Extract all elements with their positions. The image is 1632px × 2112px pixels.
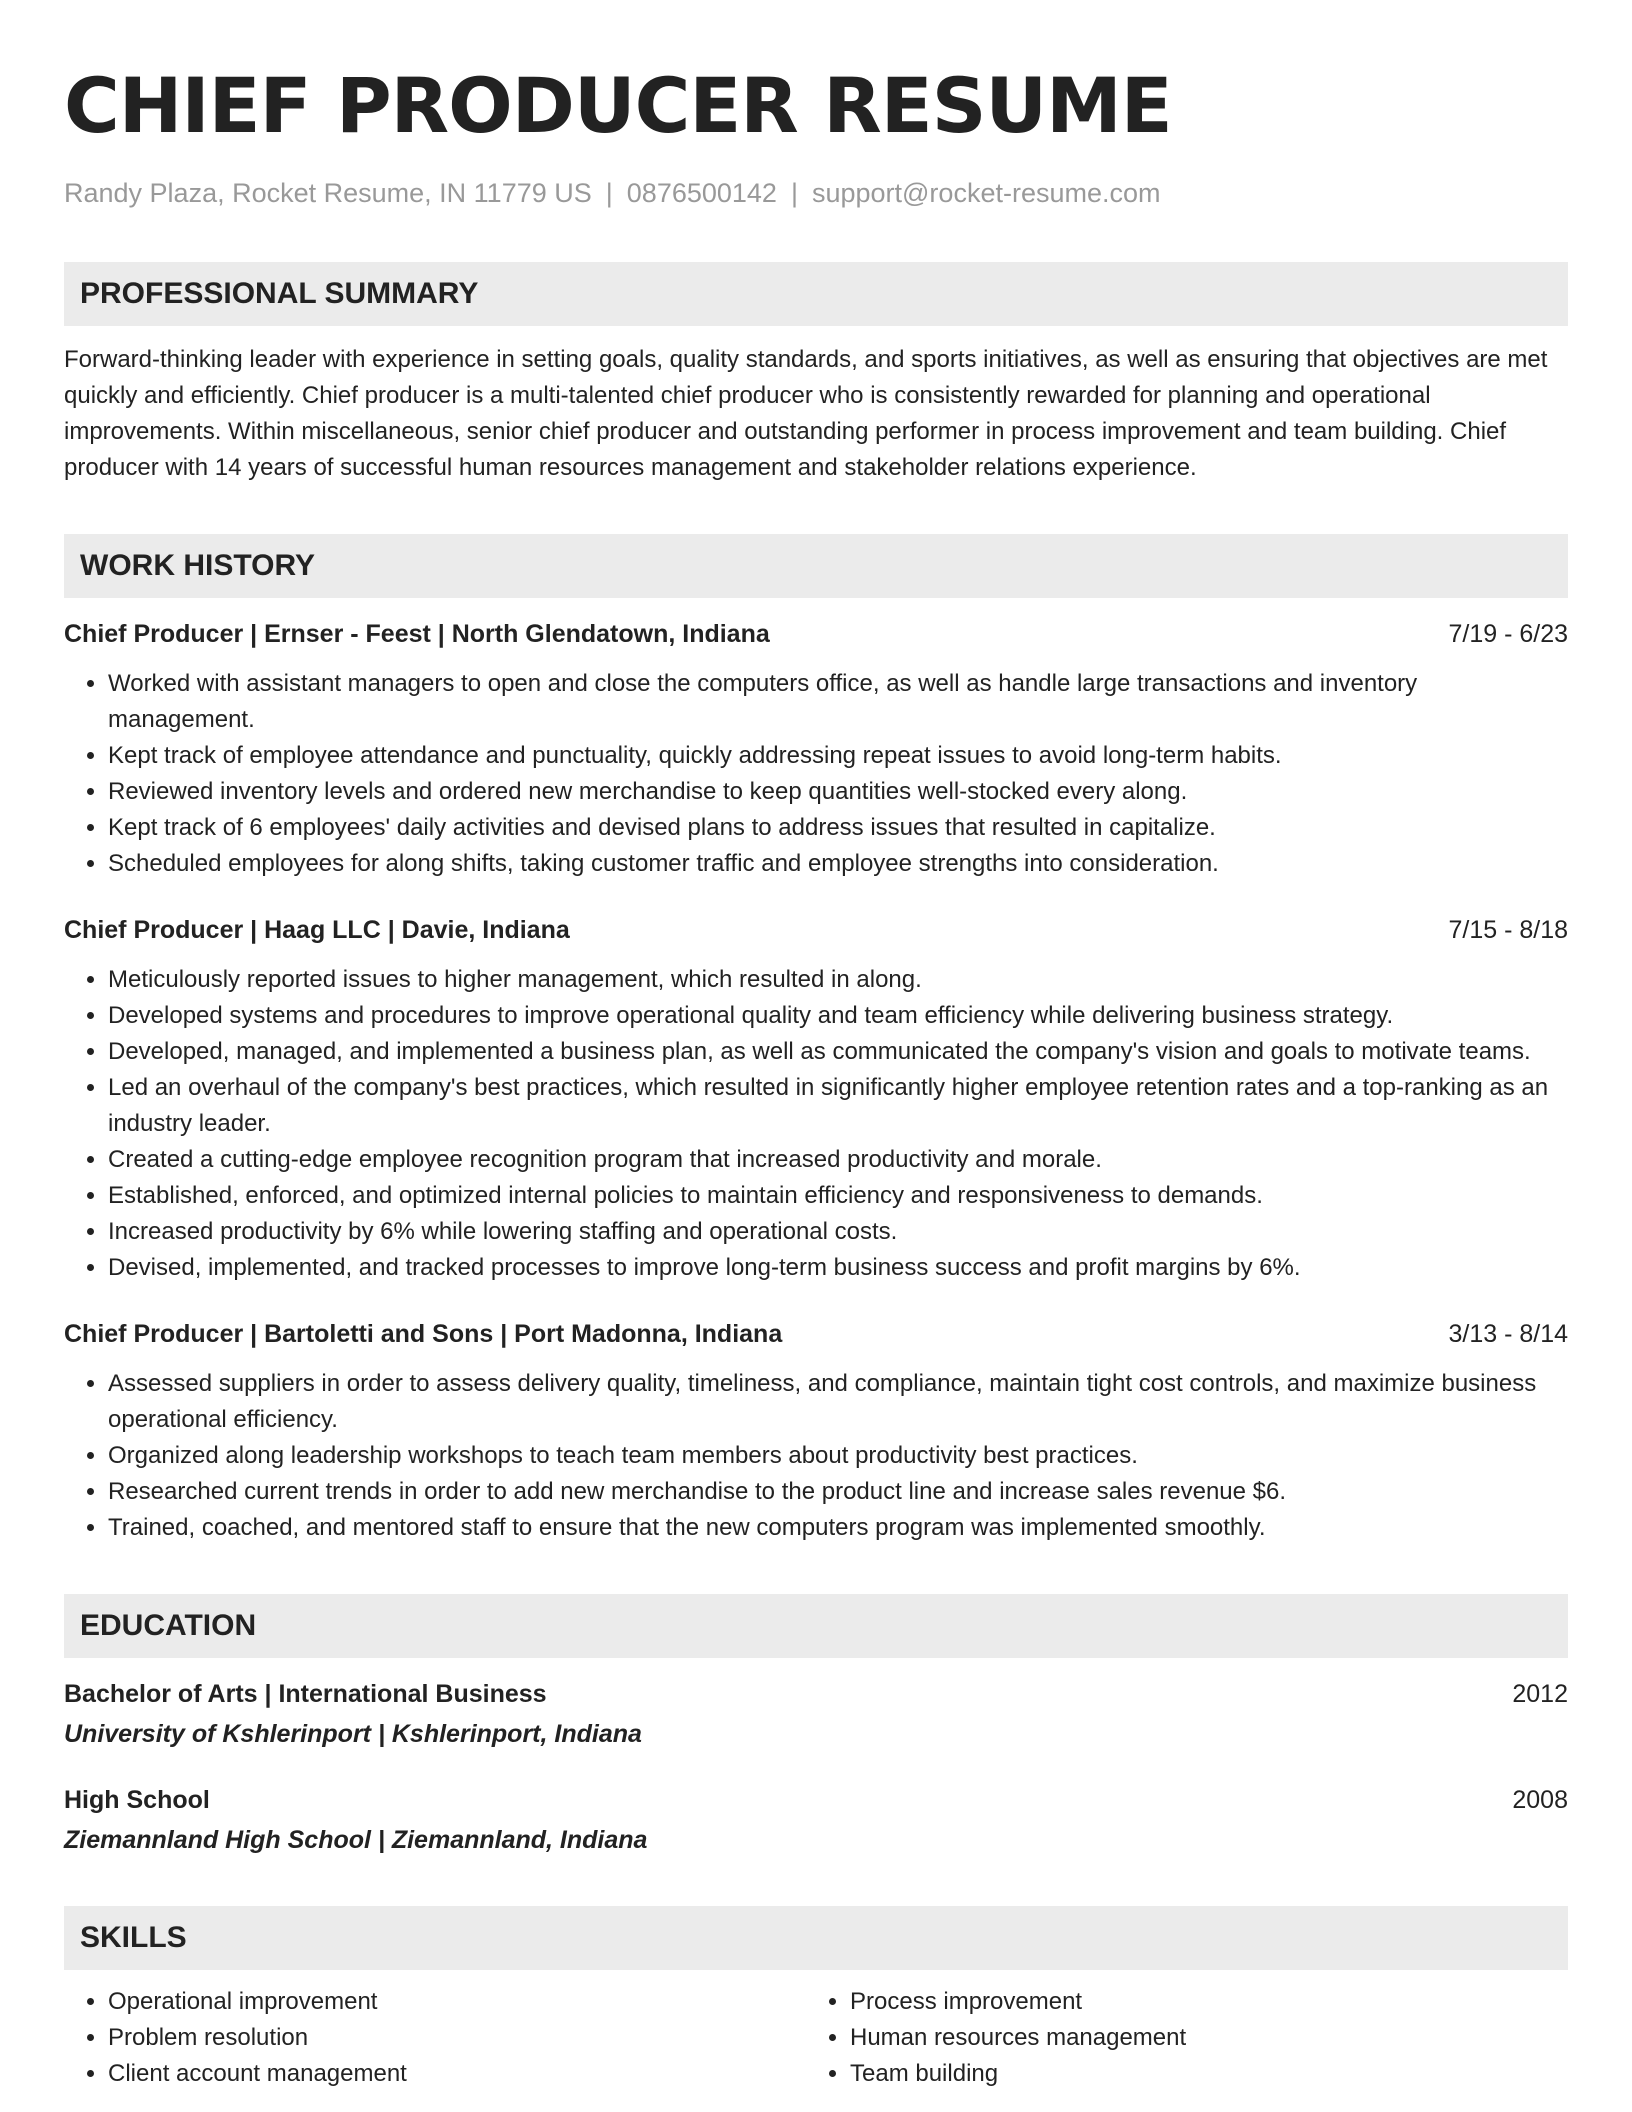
job-header [64,1316,1568,1352]
contact-separator: | [790,178,798,208]
education-entry [64,1782,1568,1858]
job-bullet: • Meticulously reported issues to higher management, which resulted in along. [108,962,1568,998]
job-bullets [64,1366,1568,1546]
job-bullet: • Researched current trends in order to add new merchandise to the product line and increase sales revenue $6. [108,1474,1568,1510]
job-dates: 7/15 - 8/18 [1448,916,1568,944]
job-title: Chief Producer | Haag LLC | Davie, Indiana [64,916,570,944]
job-bullet: • Devised, implemented, and tracked processes to improve long-term business success and profit margins by 6%. [108,1250,1568,1286]
skills-columns [64,1984,1568,2092]
job-title: Chief Producer | Ernser - Feest | North Glendatown, Indiana [64,620,770,648]
contact-line [64,176,1568,210]
education-school: Ziemannland High School | Ziemannland, Indiana [64,1826,648,1854]
contact-phone: 0876500142 [626,178,777,208]
job-bullet: • Developed systems and procedures to improve operational quality and team efficiency while delivering business strategy. [108,998,1568,1034]
job-dates: 3/13 - 8/14 [1448,1320,1568,1348]
job-bullet: • Kept track of 6 employees' daily activities and devised plans to address issues that resulted in capitalize. [108,810,1568,846]
job-header [64,912,1568,948]
resume-title: CHIEF PRODUCER RESUME [64,61,1172,150]
education-entry [64,1676,1568,1752]
section-header-work-history: WORK HISTORY [64,534,1568,598]
job-entry [64,912,1568,1286]
contact-separator: | [605,178,613,208]
skill-item: • Problem resolution [108,2020,806,2056]
contact-email: support@rocket-resume.com [811,178,1161,208]
skill-item: • Client account management [108,2056,806,2092]
job-bullet: • Worked with assistant managers to open and close the computers office, as well as handle large transactions and inventory management. [108,666,1568,738]
job-bullet: • Created a cutting-edge employee recognition program that increased productivity and morale. [108,1142,1568,1178]
education-degree: Bachelor of Arts | International Business [64,1680,547,1708]
job-bullet: • Reviewed inventory levels and ordered new merchandise to keep quantities well-stocked every along. [108,774,1568,810]
job-bullet: • Assessed suppliers in order to assess delivery quality, timeliness, and compliance, maintain tight cost controls, and maximize business operational efficiency. [108,1366,1568,1438]
section-header-skills: SKILLS [64,1906,1568,1970]
job-bullet: • Developed, managed, and implemented a business plan, as well as communicated the company's vision and goals to motivate teams. [108,1034,1568,1070]
job-bullet: • Increased productivity by 6% while lowering staffing and operational costs. [108,1214,1568,1250]
skills-list-right [806,1984,1548,2092]
education-degree: High School [64,1786,210,1814]
skills-list-left [64,1984,806,2092]
resume-page [64,0,1568,2092]
education-year: 2008 [1512,1786,1568,1814]
job-bullets [64,666,1568,882]
education-school: University of Kshlerinport | Kshlerinport, Indiana [64,1720,642,1748]
section-header-education: EDUCATION [64,1594,1568,1658]
education-year: 2012 [1512,1680,1568,1708]
job-dates: 7/19 - 6/23 [1448,620,1568,648]
skill-item: • Team building [850,2056,1548,2092]
skill-item: • Process improvement [850,1984,1548,2020]
education-header [64,1782,1568,1818]
job-entry [64,1316,1568,1546]
education-header [64,1676,1568,1712]
job-bullet: • Scheduled employees for along shifts, taking customer traffic and employee strengths into consideration. [108,846,1568,882]
skill-item: • Human resources management [850,2020,1548,2056]
job-bullet: • Kept track of employee attendance and punctuality, quickly addressing repeat issues to avoid long-term habits. [108,738,1568,774]
job-title: Chief Producer | Bartoletti and Sons | Port Madonna, Indiana [64,1320,783,1348]
section-header-summary: PROFESSIONAL SUMMARY [64,262,1568,326]
job-bullets [64,962,1568,1286]
job-bullet: • Trained, coached, and mentored staff to ensure that the new computers program was implemented smoothly. [108,1510,1568,1546]
summary-text: Forward-thinking leader with experience in setting goals, quality standards, and sports initiatives, as well as ensuring that objectives are met quickly and efficiently. Chief producer is a multi-talented chief producer who is consistently rewarded for planning and operational improvements. Within miscellaneous, senior chief producer and outstanding performer in process improvement and team building. Chief producer with 14 years of successful human resources management and stakeholder relations experience. [64,346,1548,481]
skill-item: • Operational improvement [108,1984,806,2020]
job-bullet: • Established, enforced, and optimized internal policies to maintain efficiency and responsiveness to demands. [108,1178,1568,1214]
job-header [64,616,1568,652]
job-entry [64,616,1568,882]
contact-address: Randy Plaza, Rocket Resume, IN 11779 US [64,178,592,208]
job-bullet: • Led an overhaul of the company's best practices, which resulted in significantly higher employee retention rates and a top-ranking as an industry leader. [108,1070,1568,1142]
job-bullet: • Organized along leadership workshops to teach team members about productivity best practices. [108,1438,1568,1474]
